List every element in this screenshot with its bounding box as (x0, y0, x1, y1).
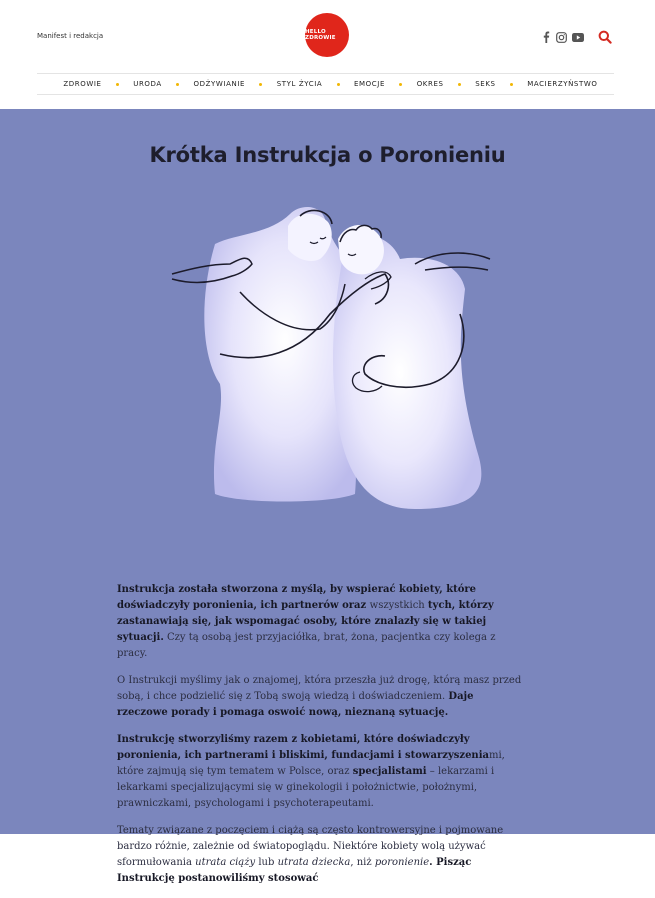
nav-item-seks[interactable]: SEKS (475, 80, 496, 88)
text: Czy tą osobą jest przyjaciółka, brat, żona, pacjentka czy kolega z pracy. (117, 632, 496, 659)
bold-text: tych, którzy zastanawiają się, jak wspomagać osoby, które znalazły się w takiej sytuacji. (117, 600, 494, 643)
nav-item-odzywianie[interactable]: ODŻYWIANIE (193, 80, 246, 88)
nav-item-uroda[interactable]: URODA (133, 80, 162, 88)
nav-separator (176, 83, 179, 86)
nav-separator (259, 83, 262, 86)
instagram-icon[interactable] (554, 30, 568, 44)
article-paragraph (117, 673, 527, 721)
text: Tematy związane z poczęciem i ciążą są często kontrowersyjne i pojmowane bardzo różnie, zależnie od światopoglądu. Niektóre kobiety wolą używać sformułowania (117, 825, 504, 868)
nav-item-styl-zycia[interactable]: STYL ŻYCIA (276, 80, 323, 88)
italic-text: poronienie (374, 857, 430, 868)
text: wszystkich (369, 600, 428, 611)
facebook-icon[interactable] (539, 30, 553, 44)
search-icon[interactable] (598, 30, 612, 44)
article-body (117, 582, 527, 898)
nav-item-okres[interactable]: OKRES (416, 80, 444, 88)
italic-text: utrata ciąży (195, 857, 256, 868)
article-paragraph (117, 732, 527, 812)
article-paragraph (117, 823, 527, 887)
youtube-icon[interactable] (571, 30, 585, 44)
bold-text: Instrukcja została stworzona z myślą, by wspierać kobiety, które doświadczyły poronienia, ich partnerów oraz (117, 584, 477, 611)
site-logo[interactable] (305, 13, 349, 57)
text: mi, które zajmują się tym tematem w Polsce, oraz (117, 750, 505, 777)
main-nav (37, 73, 614, 95)
nav-separator (399, 83, 402, 86)
page-title: Krótka Instrukcja o Poronieniu (149, 143, 506, 168)
article-paragraph (117, 582, 527, 662)
site-header (0, 0, 655, 109)
text: O Instrukcji myślimy jak o znajomej, która przeszła już drogę, którą masz przed sobą, i chce podzielić się z Tobą swoją wiedzą i doświadczeniem. (117, 675, 522, 702)
embracing-figures-illustration (160, 204, 510, 524)
nav-item-emocje[interactable]: EMOCJE (354, 80, 385, 88)
nav-item-zdrowie[interactable]: ZDROWIE (63, 80, 102, 88)
logo-text: HELLO ZDROWIE (305, 29, 336, 41)
italic-text: utrata dziecka (277, 857, 351, 868)
nav-separator (116, 83, 119, 86)
text: , niż (350, 857, 375, 868)
article-main (0, 109, 655, 884)
text: lub (255, 857, 278, 868)
manifest-link[interactable]: Manifest i redakcja (37, 32, 104, 40)
text: – lekarzami i lekarkami specjalizującymi się w ginekologii i położnictwie, położnymi, prawniczkami, psychologami i psychoterapeutami. (117, 766, 495, 809)
nav-item-macierzynstwo[interactable]: MACIERZYŃSTWO (527, 80, 598, 88)
nav-separator (337, 83, 340, 86)
nav-separator (458, 83, 461, 86)
bold-text: Instrukcję stworzyliśmy razem z kobietami, które doświadczyły poronienia, ich partnerami i bliskimi, fundacjami i stowarzyszenia (117, 734, 489, 761)
bold-text: specjalistami (352, 766, 427, 777)
bold-text: Daje rzeczowe porady i pomaga oswoić nową, nieznaną sytuację. (117, 691, 474, 718)
bold-text: . Pisząc Instrukcję postanowiliśmy stosować (117, 857, 472, 884)
nav-separator (510, 83, 513, 86)
